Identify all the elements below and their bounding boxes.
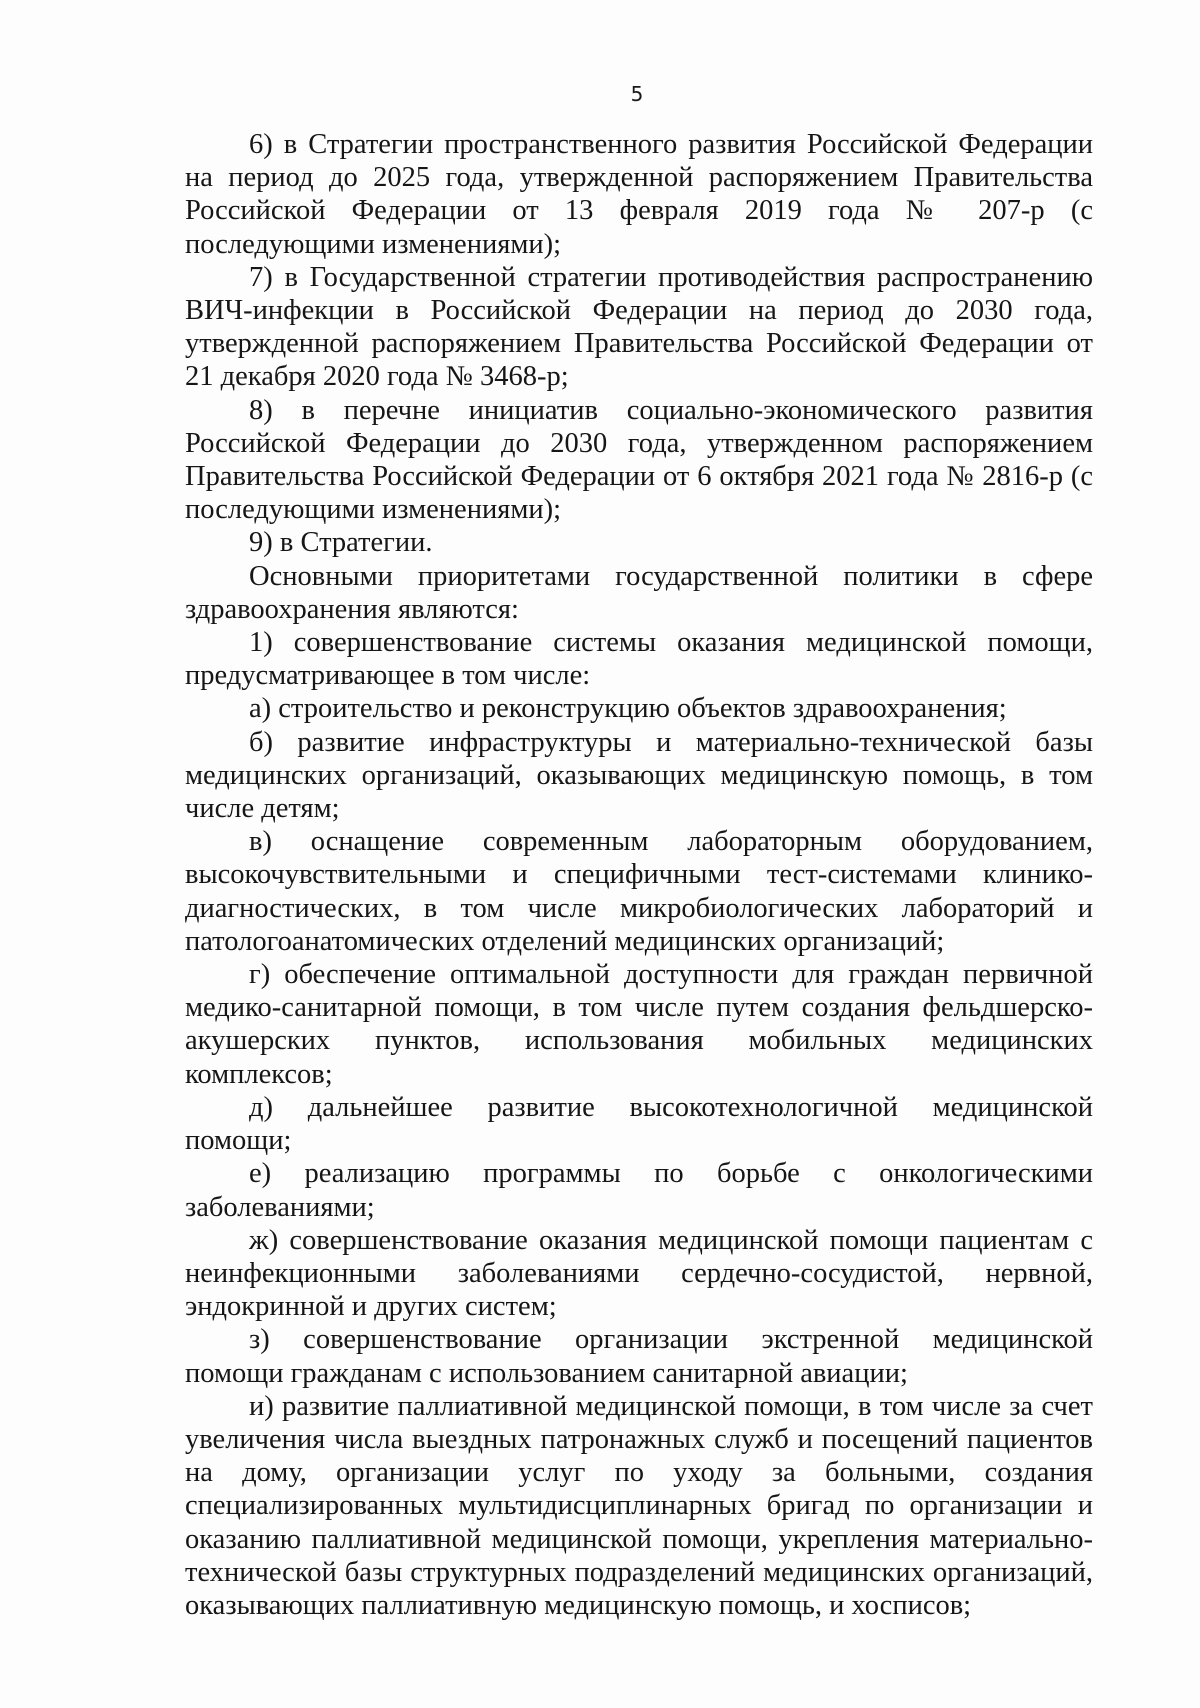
paragraph-item-7: 7) в Государственной стратегии противодействия распространению ВИЧ-инфекции в Российской Федерации на период до 2030 года, утвержденной распоряжением Правительства Российской Федерации от 21 декабря 2020 года № 3468-р; (185, 261, 1093, 393)
paragraph-item-9: 9) в Стратегии. (249, 527, 433, 559)
document-body (185, 128, 1093, 1622)
paragraph-subitem-d: д) дальнейшее развитие высокотехнологичной медицинской помощи; (185, 1091, 1093, 1157)
paragraph-subitem-zh: ж) совершенствование оказания медицинской помощи пациентам с неинфекционными заболеваниями сердечно-сосудистой, нервной, эндокринной и других систем; (185, 1224, 1093, 1323)
paragraph-subitem-a: а) строительство и реконструкцию объектов здравоохранения; (249, 693, 1007, 725)
paragraph-subitem-i: и) развитие паллиативной медицинской помощи, в том числе за счет увеличения числа выездных патронажных служб и посещений пациентов на дому, организации услуг по уходу за больными, создания специализированных мультидисциплинарных бригад по организации и оказанию паллиативной медицинской помощи, укрепления материально-технической базы структурных подразделений медицинских организаций, оказывающих паллиативную медицинскую помощь, и хосписов; (185, 1390, 1093, 1621)
paragraph-subitem-v: в) оснащение современным лабораторным оборудованием, высокочувствительными и специфичными тест-системами клинико-диагностических, в том числе микробиологических лабораторий и патологоанатомических отделений медицинских организаций; (185, 826, 1093, 957)
paragraph-priority-1: 1) совершенствование системы оказания медицинской помощи, предусматривающее в том числе: (185, 627, 1093, 692)
paragraph-subitem-z: з) совершенствование организации экстренной медицинской помощи гражданам с использованием санитарной авиации; (185, 1324, 1093, 1389)
page-number: 5 (630, 82, 644, 106)
paragraph-subitem-b: б) развитие инфраструктуры и материально-технической базы медицинских организаций, оказывающих медицинскую помощь, в том числе детям; (185, 726, 1093, 825)
paragraph-item-6: 6) в Стратегии пространственного развития Российской Федерации на период до 2025 года, утвержденной распоряжением Правительства Российской Федерации от 13 февраля 2019 года № 207-р (с последующими изменениями); (185, 129, 1093, 260)
paragraph-priorities-intro: Основными приоритетами государственной политики в сфере здравоохранения являются: (185, 560, 1093, 625)
paragraph-item-8: 8) в перечне инициатив социально-экономического развития Российской Федерации до 2030 года, утвержденном распоряжением Правительства Российской Федерации от 6 октября 2021 года № 2816-р (с последующими изменениями); (185, 394, 1093, 526)
paragraph-subitem-g: г) обеспечение оптимальной доступности для граждан первичной медико-санитарной помощи, в том числе путем создания фельдшерско-акушерских пунктов, использования мобильных медицинских комплексов; (185, 959, 1093, 1090)
paragraph-subitem-e: е) реализацию программы по борьбе с онкологическими заболеваниями; (185, 1158, 1093, 1223)
